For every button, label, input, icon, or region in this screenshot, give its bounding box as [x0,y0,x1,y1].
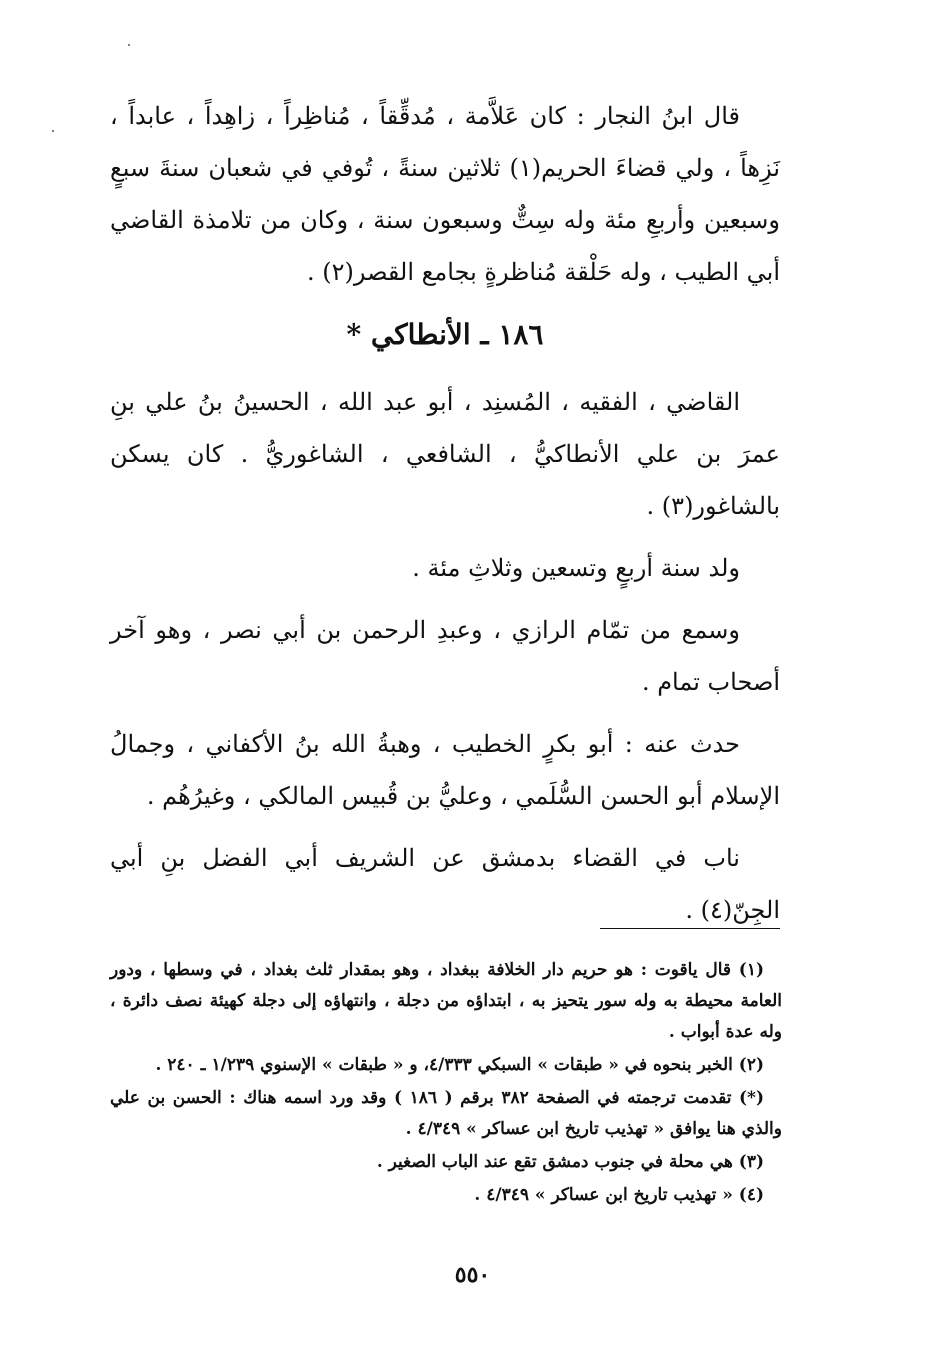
entry-title: ١٨٦ ـ الأنطاكي * [346,318,544,351]
paragraph-birth: ولد سنة أربعٍ وتسعين وثلاثِ مئة . [412,554,740,582]
scan-speck [52,130,54,132]
footnote-3: (٣) هي محلة في جنوب دمشق تقع عند الباب الصغير . [376,1152,764,1172]
footnote-1: (١) قال ياقوت : هو حريم دار الخلافة ببغداد ، وهو بمقدار ثلث بغداد ، في وسطها ، ودور العامة محيطة به وله سور يتحيز به ، ابتداؤه من دجلة ، وانتهاؤه إلى دجلة كهيئة نصف دائرة ، وله عدة أبواب . [110,960,782,1042]
scan-speck [128,44,130,46]
footnote-2: (٢) الخبر بنحوه في « طبقات » السبكي ٤/٣٣٣، و « طبقات » الإسنوي ١/٢٣٩ ـ ٢٤٠ . [155,1055,764,1075]
page-body [110,90,780,946]
paragraph-judgeship: ناب في القضاء بدمشق عن الشريف أبي الفضل بنِ أبي الجِنّ(٤) . [110,844,780,924]
footnote-divider [600,928,780,929]
footnotes [110,955,782,1213]
paragraph-heard-from: وسمع من تمّام الرازي ، وعبدِ الرحمن بن أبي نصر ، وهو آخر أصحاب تمام . [110,616,780,696]
paragraph-entry-name: القاضي ، الفقيه ، المُسنِد ، أبو عبد الله ، الحسينُ بنُ علي بنِ عمرَ بن علي الأنطاكيُّ ، الشافعي ، الشاغوريُّ . كان يسكن بالشاغور(٣) . [110,388,780,520]
paragraph-narrated-from-him: حدث عنه : أبو بكرٍ الخطيب ، وهبةُ الله بنُ الأكفاني ، وجمالُ الإسلام أبو الحسن السُّلَمي ، وعليُّ بن قُبيس المالكي ، وغيرُهُم . [110,730,780,810]
footnote-star: (*) تقدمت ترجمته في الصفحة ٣٨٢ برقم ( ١٨٦ ) وقد ورد اسمه هناك : الحسن بن علي والذي هنا يوافق « تهذيب تاريخ ابن عساكر » ٤/٣٤٩ . [110,1088,782,1139]
paragraph-ibn-najjar-quote: قال ابنُ النجار : كان عَلاَّمة ، مُدقِّقاً ، مُناظِراً ، زاهِداً ، عابداً ، نَزِهاً ، ولي قضاءَ الحريم(١) ثلاثين سنةً ، تُوفي في شعبان سنةَ سبعٍ وسبعين وأربعِ مئة وله سِتٌّ وسبعون سنة ، وكان من تلامذة القاضي أبي الطيب ، وله حَلْقة مُناظرةٍ بجامع القصر(٢) . [110,102,780,286]
footnote-4: (٤) « تهذيب تاريخ ابن عساكر » ٤/٣٤٩ . [474,1185,764,1205]
page-number: ٥٥٠ [454,1262,491,1288]
